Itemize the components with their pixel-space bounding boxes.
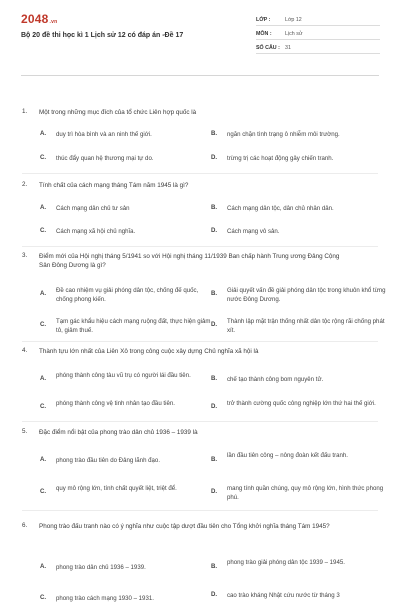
question-text: Đặc điểm nổi bật của phong trào dân chủ 1936 – 1939 là <box>39 429 198 436</box>
meta-divider <box>256 39 380 40</box>
document-header <box>0 0 400 70</box>
question-divider <box>22 510 378 511</box>
question-number: 5. <box>22 428 28 435</box>
meta-count: SỐ CÂU : 31 <box>256 45 291 51</box>
question-divider <box>22 421 378 422</box>
question-text: Thành tựu lớn nhất của Liên Xô trong công cuộc xây dựng Chủ nghĩa xã hội là <box>39 348 259 355</box>
question-text: Một trong những mục đích của tổ chức Liên hợp quốc là <box>39 109 197 116</box>
question-divider <box>22 246 378 247</box>
logo-suffix: .vn <box>49 19 58 25</box>
document-title: Bộ 20 đề thi học kì 1 Lịch sử 12 có đáp án -Đề 17 <box>21 32 184 39</box>
question-number: 3. <box>22 252 28 259</box>
meta-divider <box>256 25 380 26</box>
meta-subject: MÔN : Lịch sử <box>256 31 303 37</box>
question-number: 4. <box>22 347 28 354</box>
meta-divider <box>256 53 380 54</box>
question-text: Điểm mới của Hội nghị tháng 5/1941 so với Hội nghị tháng 11/1939 Ban chấp hành Trung ương Đảng Cộng Sản Đông Dương là gì? <box>39 253 340 269</box>
question-number: 6. <box>22 522 28 529</box>
question-divider <box>22 341 378 342</box>
question-number: 2. <box>22 181 28 188</box>
site-logo[interactable] <box>21 12 57 26</box>
question-number: 1. <box>22 108 28 115</box>
question-divider <box>22 173 378 174</box>
question-text: Phong trào đấu tranh nào có ý nghĩa như cuộc tập dượt đầu tiên cho Tổng khởi nghĩa tháng Tám 1945? <box>39 523 330 530</box>
question-text: Tính chất của cách mạng tháng Tám năm 1945 là gì? <box>39 182 189 189</box>
header-divider <box>21 75 379 76</box>
logo-text: 2048 <box>21 12 49 26</box>
meta-class: LỚP : Lớp 12 <box>256 17 302 23</box>
